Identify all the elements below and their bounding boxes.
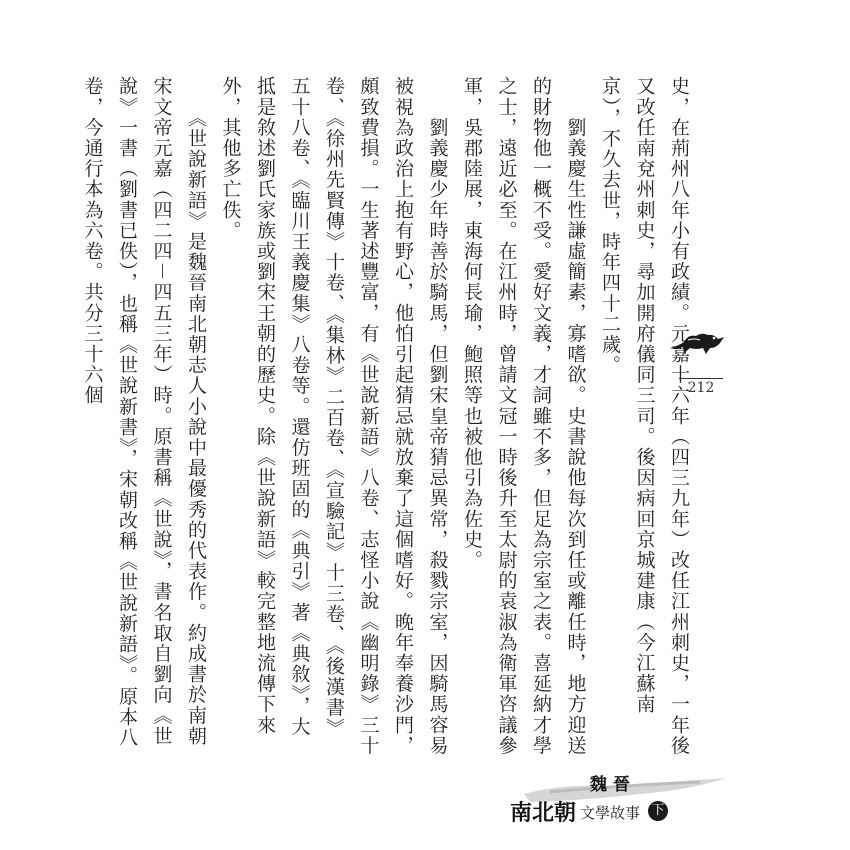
paragraph: 劉義慶生性謙虛簡素，寡嗜欲。史書說他每次到任或離任時，地方迎送的財物他一概不受。愛好文義，才詞雖不多，但足為宗室之表。喜延納才學之士，遠近必至。在江州時，曾請文冠一時後升至太尉的袁淑為衛軍咨議參軍，吳郡陸展，東海何長瑜，鮑照等也被他引為佐史。	[461, 76, 587, 756]
volume-badge: 下	[648, 801, 668, 821]
logo-subtitle: 文學故事	[580, 804, 641, 822]
logo-title-main: 南北朝	[510, 800, 577, 826]
paragraph: 《世說新語》是魏晉南北朝志人小說中最優秀的代表作。約成書於南朝宋文帝元嘉（四二四－四五三年）時。原書稱《世說》，書名取自劉向《世說》一書（劉書已佚），也稱《世說新書》，宋朝改稱《世說新語》。原本八卷，今通行本為六卷。共分三十六個	[81, 76, 207, 748]
paragraph: 劉義慶少年時善於騎馬，但劉宋皇帝猜忌異常，殺戮宗室，因騎馬容易被視為政治上抱有野心，他怕引起猜忌就放棄了這個嗜好。晚年奉養沙門，頗致費損。一生著述豐富，有《世說新語》八卷、志怪小說《幽明錄》三十卷、《徐州先賢傳》十卷、《集林》二百卷、《宣驗記》十三卷、《後漢書》五十八卷、《臨川王義慶集》八卷等。還仿班固的《典引》著《典敘》，大抵是敘述劉氏家族或劉宋王朝的歷史。除《世說新語》較完整地流傳下來外，其他多亡佚。	[219, 76, 449, 756]
footer-logo	[500, 768, 730, 838]
running-horse-icon	[668, 326, 726, 358]
logo-title-top: 魏晉	[590, 775, 636, 795]
paragraph: 史，在荊州八年小有政績。元嘉十六年（四三九年）改任江州刺史，一年後又改任南兗州刺史，尋加開府儀同三司。後因病回京城建康（今江蘇南京），不久去世，時年四十二歲。	[599, 76, 690, 756]
body-text	[81, 76, 696, 756]
page-number: 212	[679, 378, 723, 396]
